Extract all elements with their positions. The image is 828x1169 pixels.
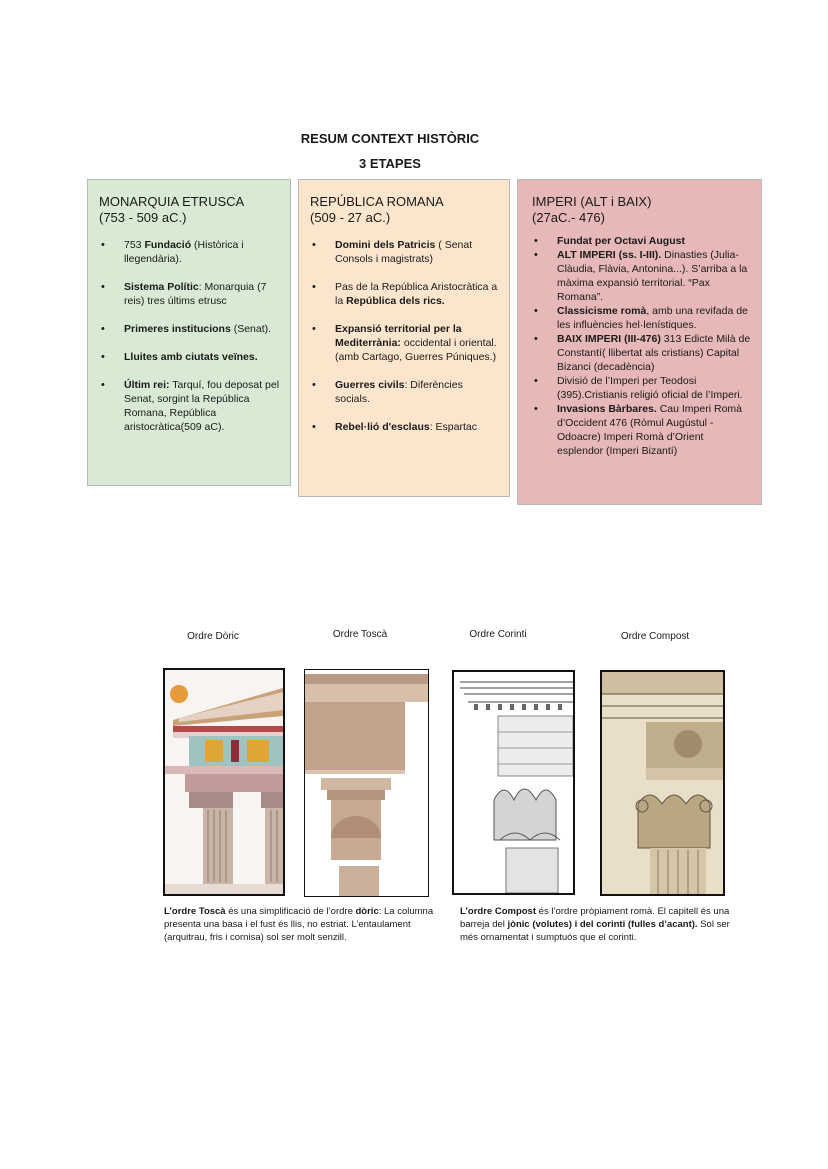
bold-text: jònic (volutes) i del corinti (fulles d’acant). [507, 919, 698, 930]
bold-text: dòric [355, 906, 379, 917]
text: és una simplificació de l’ordre [225, 906, 356, 917]
bullet-list [531, 234, 751, 458]
column-title: REPÚBLICA ROMANA [310, 194, 444, 209]
list-item [309, 238, 499, 266]
list-item [98, 350, 280, 364]
text: : Espartac [429, 421, 477, 433]
bold-text: BAIX IMPERI (III-476) [557, 333, 661, 345]
bold-text: L’ordre Toscà [164, 906, 226, 917]
list-item [531, 304, 751, 332]
composite-description [460, 905, 730, 944]
list-item [309, 280, 499, 308]
column-title: IMPERI (ALT i BAIX) [532, 194, 652, 209]
page-title: RESUM CONTEXT HISTÒRIC [300, 131, 480, 146]
list-item [309, 378, 499, 406]
bold-text: Fundat per Octavi August [557, 235, 685, 247]
composite-order-illustration [600, 670, 725, 896]
list-item [531, 248, 751, 304]
bold-text: Rebel·lió d'esclaus [335, 421, 430, 433]
tuscan-description [164, 905, 434, 944]
text: 753 [124, 239, 145, 251]
text: Divisió de l’Imperi per Teodosi (395).Cristianis religió oficial de l’Imperi. [557, 375, 743, 401]
text: Tarquí, fou deposat pel Senat, sorgint la República Romana, República aristocràtica(509 aC). [124, 379, 280, 433]
list-item [531, 374, 751, 402]
list-item [309, 420, 499, 434]
bold-text: Classicisme romà [557, 305, 647, 317]
text: Cau Imperi Romà d’Occident 476 (Ròmul Augústul - Odoacre) Imperi Romà d’Orient esplendor (Imperi Bizantí) [557, 403, 742, 457]
text: , amb una revifada de les influències hel·lenístiques. [557, 305, 748, 331]
bullet-list [98, 238, 280, 434]
list-item [98, 280, 280, 308]
column-title: MONARQUIA ETRUSCA [99, 194, 245, 209]
column-republica [298, 179, 510, 497]
text: 313 Edicte Milà de Constantí( llibertat als cristians) Capital Bizanci (decadència) [557, 333, 751, 373]
page-subtitle: 3 ETAPES [359, 156, 421, 171]
doric-order-illustration [163, 668, 285, 896]
caption-doric: Ordre Dòric [187, 631, 239, 642]
list-item [98, 238, 280, 266]
text: : Diferències socials. [335, 379, 463, 405]
list-item [98, 378, 280, 434]
text: (Senat). [230, 323, 272, 335]
list-item [531, 402, 751, 458]
caption-corinthian: Ordre Corinti [469, 629, 527, 640]
bold-text: Invasions Bàrbares. [557, 403, 657, 415]
caption-tuscan: Ordre Toscà [332, 629, 388, 640]
list-item [309, 322, 499, 364]
text: : La columna presenta una basa i el fust és llis, no estriat. L’entaulament (arquitrau, fris i cornisa) sol ser molt senzill. [164, 906, 434, 943]
text: occidental i oriental. (amb Cartago, Guerres Púniques.) [335, 337, 497, 363]
text: Dinasties (Julia-Clàudia, Flàvia, Antonina...). S’arriba a la màxima expansió territorial. “Pax Romana”. [557, 249, 748, 303]
bold-text: Domini dels Patricis [335, 239, 436, 251]
text: Sol ser més ornamentat i sumptuós que el corinti. [460, 919, 730, 943]
bold-text: Sistema Polític [124, 281, 199, 293]
bold-text: Guerres civils [335, 379, 405, 391]
bold-text: Fundació [144, 239, 192, 251]
text: Pas de la República Aristocràtica a la [335, 281, 498, 307]
bold-text: ALT IMPERI (ss. I-III). [557, 249, 662, 261]
text: ( Senat Consols i magistrats) [335, 239, 473, 265]
column-monarquia [87, 179, 291, 486]
column-imperi [517, 179, 762, 505]
bold-text: Últim rei: [124, 379, 170, 391]
text: : Monarquia (7 reis) tres últims etrusc [124, 281, 267, 307]
column-dates: (27aC.- 476) [532, 210, 605, 225]
list-item [531, 234, 751, 248]
bold-text: Primeres institucions [124, 323, 231, 335]
corinthian-order-illustration [452, 670, 575, 895]
text: (Històrica i llegendària). [124, 239, 244, 265]
list-item [98, 322, 280, 336]
column-dates: (753 - 509 aC.) [99, 210, 187, 225]
tuscan-order-illustration [304, 669, 429, 897]
bold-text: Expansió territorial per la Mediterrània: [335, 323, 462, 349]
column-dates: (509 - 27 aC.) [310, 210, 391, 225]
bold-text: República dels rics. [346, 295, 445, 307]
text: és l’ordre pròpiament romà. El capitell és una barreja del [460, 906, 730, 930]
bold-text: Lluites amb ciutats veïnes. [124, 351, 258, 363]
caption-composite: Ordre Compost [620, 631, 690, 642]
bold-text: L’ordre Compost [460, 906, 537, 917]
list-item [531, 332, 751, 374]
bullet-list [309, 238, 499, 434]
